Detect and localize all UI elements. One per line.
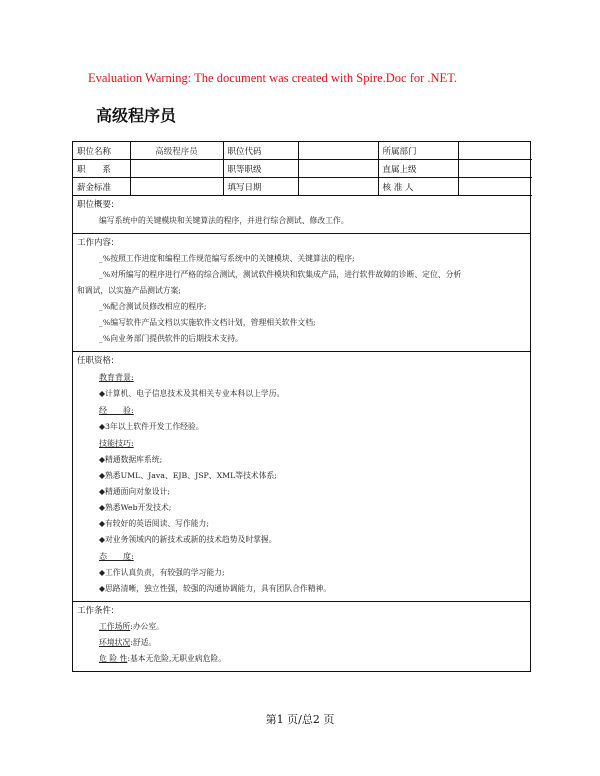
list-item: 和调试，以实施产品测试方案;	[77, 286, 181, 295]
page-number: 第1 页/总2 页	[265, 713, 335, 726]
list-item	[77, 635, 526, 651]
overview-header: 职位概要:	[77, 200, 114, 210]
label-salary: 薪金标准	[73, 178, 130, 196]
label-job-grade: 职等职级	[223, 160, 298, 178]
list-item: ◆工作认真负责，有较强的学习能力;	[99, 568, 225, 577]
list-item: ◆思路清晰，独立性强，较强的沟通协调能力，具有团队合作精神。	[99, 584, 332, 593]
condition-value: :办公室。	[130, 622, 165, 631]
list-item: _%按照工作进度和编程工作规范编写系统中的关键模块、关键算法的程序;	[99, 254, 355, 263]
value-approver	[458, 178, 532, 196]
qualifications-section	[73, 352, 530, 602]
value-position-code	[298, 142, 378, 160]
education-title: 教育背景:	[99, 373, 134, 382]
duties-header: 工作内容:	[77, 238, 114, 248]
evaluation-warning: Evaluation Warning: The document was created with Spire.Doc for .NET.	[88, 71, 458, 85]
value-department	[458, 142, 532, 160]
list-item: ◆对业务领域内的新技术或新的技术趋势及时掌握。	[99, 535, 277, 544]
job-description-sheet	[72, 141, 531, 672]
list-item	[77, 651, 526, 667]
list-item: ◆有较好的英语阅读、写作能力;	[99, 519, 209, 528]
list-item: ◆3年以上软件开发工作经验。	[99, 422, 204, 431]
list-item: ◆熟悉Web开发技术;	[99, 503, 172, 512]
overview-text: 编写系统中的关键模块和关键算法的程序，并进行综合测试、修改工作。	[99, 216, 349, 225]
list-item: ◆熟悉UML、Java、EJB、JSP、XML等技术体系;	[99, 471, 277, 480]
overview-section	[73, 196, 530, 234]
condition-label: 危 险 性	[99, 654, 128, 663]
conditions-section	[73, 602, 530, 671]
value-salary	[130, 178, 223, 196]
qualifications-header: 任职资格:	[77, 356, 114, 366]
condition-label: 工作场所	[99, 622, 131, 631]
table-row	[73, 160, 532, 178]
list-item: _%编写软件产品文档以实施软件文档计划，管理相关软件文档;	[99, 318, 316, 327]
value-fill-date	[298, 178, 378, 196]
job-info-table	[73, 142, 532, 196]
value-job-grade	[298, 160, 378, 178]
label-position-code: 职位代码	[223, 142, 298, 160]
label-fill-date: 填写日期	[223, 178, 298, 196]
value-position-name: 高级程序员	[130, 142, 223, 160]
value-job-series	[130, 160, 223, 178]
value-supervisor	[458, 160, 532, 178]
label-job-series: 职 系	[73, 160, 130, 178]
table-row	[73, 178, 532, 196]
page-title: 高级程序员	[96, 106, 177, 125]
label-position-name: 职位名称	[73, 142, 130, 160]
list-item: _%向业务部门提供软件的后期技术支持。	[99, 334, 243, 343]
duties-section	[73, 234, 530, 352]
list-item: _%配合测试员修改相应的程序;	[99, 302, 207, 311]
skills-title: 技能技巧:	[99, 439, 134, 448]
list-item: ◆计算机、电子信息技术及其相关专业本科以上学历。	[99, 389, 285, 398]
conditions-header: 工作条件:	[77, 606, 114, 616]
label-department: 所属部门	[378, 142, 458, 160]
list-item	[77, 619, 526, 635]
list-item: _%对所编写的程序进行严格的综合测试，测试软件模块和软集成产品，进行软件故障的诊断、定位、分析	[99, 270, 462, 279]
list-item: ◆精通面向对象设计;	[99, 487, 170, 496]
list-item: ◆精通数据库系统;	[99, 455, 163, 464]
label-approver: 核 准 人	[378, 178, 458, 196]
experience-title: 经 验:	[99, 406, 134, 415]
condition-value: :基本无危险,无职业病危险。	[127, 654, 227, 663]
attitude-title: 态 度:	[99, 552, 134, 561]
table-row	[73, 142, 532, 160]
label-supervisor: 直属上级	[378, 160, 458, 178]
condition-value: :舒适。	[130, 638, 157, 647]
condition-label: 环境状况	[99, 638, 131, 647]
